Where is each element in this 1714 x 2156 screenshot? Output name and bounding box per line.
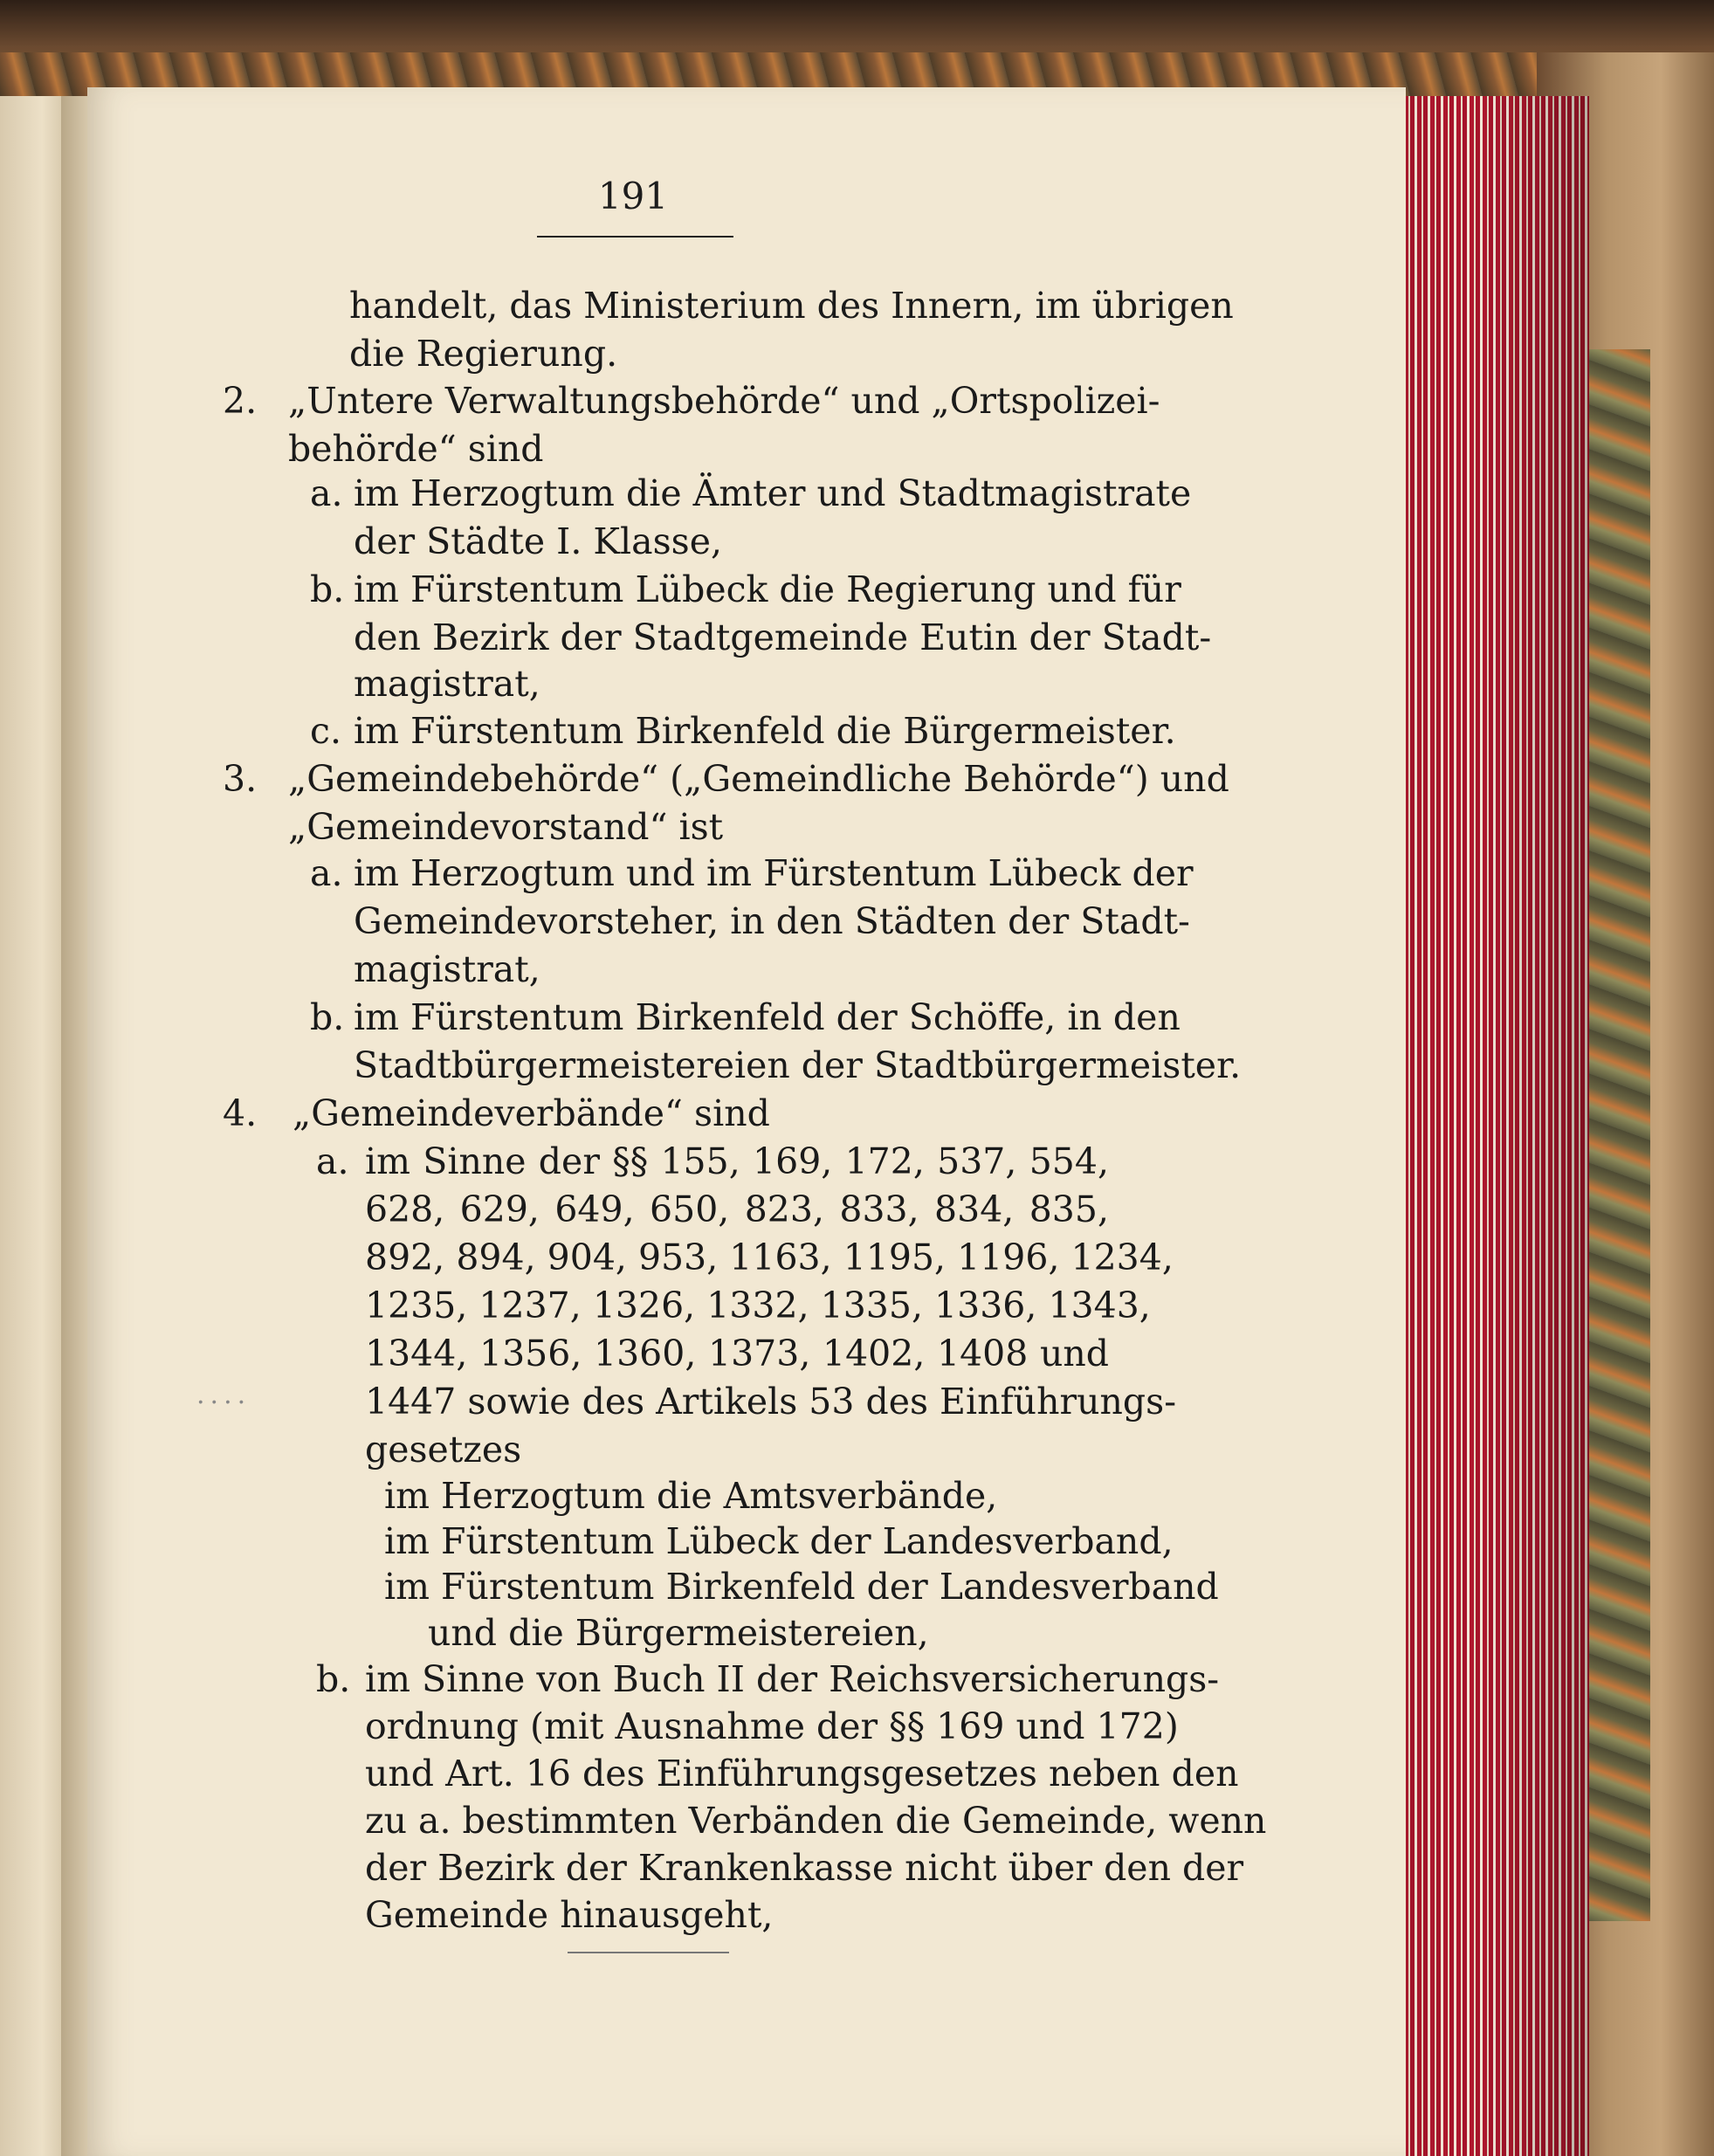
margin-ellipsis: .... bbox=[196, 1380, 251, 1410]
item-marker-2c: c. bbox=[310, 710, 341, 752]
text-line: 1447 sowie des Artikels 53 des Einführungs- bbox=[365, 1381, 1177, 1422]
text-line: Gemeinde hinausgeht, bbox=[365, 1894, 774, 1936]
text-line: der Bezirk der Krankenkasse nicht über den der bbox=[365, 1847, 1244, 1889]
item-marker-2b: b. bbox=[310, 568, 345, 610]
text-line: ordnung (mit Ausnahme der §§ 169 und 172) bbox=[365, 1705, 1179, 1747]
item-marker-3b: b. bbox=[310, 996, 345, 1038]
text-line: „Gemeindeverbände“ sind bbox=[293, 1092, 770, 1134]
text-line: der Städte I. Klasse, bbox=[354, 520, 722, 562]
left-page-edge bbox=[0, 96, 70, 2156]
page-edges-shade bbox=[1397, 96, 1589, 2156]
text-line: die Regierung. bbox=[349, 333, 618, 375]
text-line: im Herzogtum die Amtsverbände, bbox=[384, 1475, 998, 1517]
page-number: 191 bbox=[597, 175, 669, 217]
text-line: den Bezirk der Stadtgemeinde Eutin der Stadt- bbox=[354, 616, 1212, 658]
text-line: im Fürstentum Lübeck der Landesverband, bbox=[384, 1520, 1174, 1562]
text-line: magistrat, bbox=[354, 663, 540, 705]
text-line: zu a. bestimmten Verbänden die Gemeinde, wenn bbox=[365, 1800, 1267, 1842]
marbled-cover-right bbox=[1589, 349, 1650, 1921]
header-rule bbox=[537, 236, 733, 238]
item-marker-4a: a. bbox=[316, 1140, 349, 1182]
text-line: im Fürstentum Birkenfeld der Landesverband bbox=[384, 1566, 1219, 1608]
text-line: „Gemeindevorstand“ ist bbox=[288, 806, 724, 848]
text-line: und Art. 16 des Einführungsgesetzes neben den bbox=[365, 1753, 1239, 1794]
text-line: 892, 894, 904, 953, 1163, 1195, 1196, 1234, bbox=[365, 1236, 1174, 1278]
item-marker-2a: a. bbox=[310, 472, 343, 514]
text-line: magistrat, bbox=[354, 948, 540, 990]
text-line: im Fürstentum Birkenfeld die Bürgermeister. bbox=[354, 710, 1176, 752]
text-line: im Fürstentum Lübeck die Regierung und für bbox=[354, 568, 1181, 610]
item-marker-2: 2. bbox=[223, 380, 258, 422]
item-marker-3: 3. bbox=[223, 758, 258, 800]
text-line: „Untere Verwaltungsbehörde“ und „Ortspolizei- bbox=[288, 380, 1160, 422]
text-line: gesetzes bbox=[365, 1429, 522, 1471]
text-line: 628, 629, 649, 650, 823, 833, 834, 835, bbox=[365, 1188, 1109, 1230]
text-line: „Gemeindebehörde“ („Gemeindliche Behörde“) und bbox=[288, 758, 1229, 800]
text-line: 1235, 1237, 1326, 1332, 1335, 1336, 1343, bbox=[365, 1285, 1151, 1326]
item-marker-4b: b. bbox=[316, 1658, 351, 1700]
text-line: handelt, das Ministerium des Innern, im übrigen bbox=[349, 285, 1234, 327]
text-line: und die Bürgermeistereien, bbox=[428, 1612, 929, 1654]
text-line: behörde“ sind bbox=[288, 428, 544, 470]
item-marker-3a: a. bbox=[310, 852, 343, 894]
text-line: im Herzogtum die Ämter und Stadtmagistrate bbox=[354, 472, 1192, 514]
text-line: Stadtbürgermeistereien der Stadtbürgermeister. bbox=[354, 1044, 1242, 1086]
text-line: im Sinne von Buch II der Reichsversicherungs- bbox=[365, 1658, 1220, 1700]
text-line: im Sinne der §§ 155, 169, 172, 537, 554, bbox=[365, 1140, 1109, 1182]
text-line: im Herzogtum und im Fürstentum Lübeck der bbox=[354, 852, 1194, 894]
text-line: im Fürstentum Birkenfeld der Schöffe, in den bbox=[354, 996, 1181, 1038]
item-marker-4: 4. bbox=[223, 1092, 258, 1134]
text-line: Gemeindevorsteher, in den Städten der Stadt- bbox=[354, 900, 1190, 942]
footer-rule bbox=[568, 1952, 729, 1953]
text-line: 1344, 1356, 1360, 1373, 1402, 1408 und bbox=[365, 1333, 1109, 1374]
